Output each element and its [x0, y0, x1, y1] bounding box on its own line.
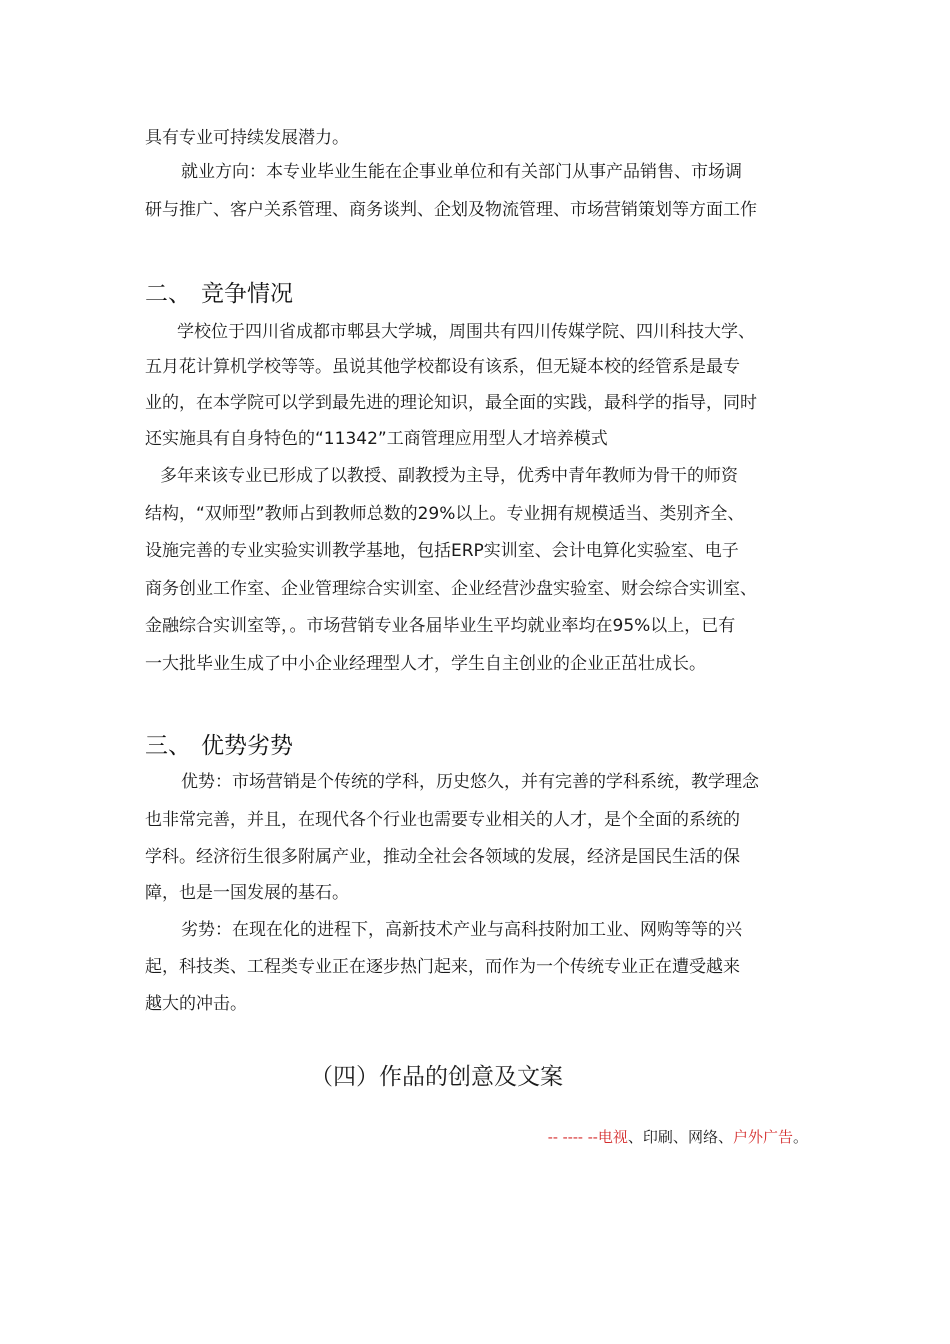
section2-line-3: 业的，在本学院可以学到最先进的理论知识，最全面的实践，最科学的指导，同时: [145, 393, 757, 413]
section3-line-1: 优势：市场营销是个传统的学科，历史悠久，并有完善的学科系统，教学理念: [181, 772, 759, 792]
section3-line-6: 起，科技类、工程类专业正在逐步热门起来，而作为一个传统专业正在遭受越来: [145, 957, 740, 977]
section2-line-5: 多年来该专业已形成了以教授、副教授为主导，优秀中青年教师为骨干的师资: [160, 466, 738, 486]
media-item-outdoor: 户外广告: [732, 1128, 793, 1146]
media-separator: 、: [717, 1128, 733, 1146]
intro-line-1: 具有专业可持续发展潜力。: [145, 128, 349, 148]
section3-line-5: 劣势：在现在化的进程下，高新技术产业与高科技附加工业、网购等等的兴: [181, 920, 742, 940]
section3-line-7: 越大的冲击。: [145, 994, 247, 1014]
section3-title: 优势劣势: [201, 733, 293, 759]
media-separator: 、: [672, 1128, 688, 1146]
section2-line-6: 结构，“双师型”教师占到教师总数的29%以上。专业拥有规模适当、类别齐全、: [145, 504, 745, 524]
media-list-line: [548, 1126, 808, 1148]
media-end: 。: [792, 1128, 808, 1146]
section3-line-3: 学科。经济衍生很多附属产业，推动全社会各领域的发展，经济是国民生活的保: [145, 847, 740, 867]
section2-line-7: 设施完善的专业实验实训教学基地，包括ERP实训室、会计电算化实验室、电子: [145, 541, 739, 561]
intro-line-3: 研与推广、客户关系管理、商务谈判、企划及物流管理、市场营销策划等方面工作: [145, 200, 757, 220]
media-item-tv: 电视: [597, 1128, 628, 1146]
section2-line-9: 金融综合实训室等，。市场营销专业各届毕业生平均就业率均在95%以上，已有: [145, 616, 736, 636]
media-item-print: 印刷: [642, 1128, 673, 1146]
media-separator: 、: [627, 1128, 643, 1146]
section3-number: 三、: [145, 733, 191, 759]
section3-heading: [145, 731, 293, 761]
section2-line-4: 还实施具有自身特色的“11342”工商管理应用型人才培养模式: [145, 429, 608, 449]
section2-title: 竞争情况: [201, 281, 293, 307]
section3-line-4: 障，也是一国发展的基石。: [145, 883, 349, 903]
media-item-network: 网络: [687, 1128, 718, 1146]
intro-line-2: 就业方向：本专业毕业生能在企事业单位和有关部门从事产品销售、市场调: [181, 162, 742, 182]
section2-line-2: 五月花计算机学校等等。虽说其他学校都设有该系，但无疑本校的经管系是最专: [145, 357, 740, 377]
section3-line-2: 也非常完善，并且，在现代各个行业也需要专业相关的人才，是个全面的系统的: [145, 810, 740, 830]
section2-heading: [145, 279, 293, 309]
section2-line-10: 一大批毕业生成了中小企业经理型人才，学生自主创业的企业正茁壮成长。: [145, 654, 706, 674]
media-dash: -- ---- --: [547, 1128, 598, 1146]
section4-title: （四）作品的创意及文案: [310, 1064, 563, 1090]
section2-number: 二、: [145, 281, 191, 307]
section2-line-1: 学校位于四川省成都市郫县大学城，周围共有四川传媒学院、四川科技大学、: [177, 322, 755, 342]
section2-line-8: 商务创业工作室、企业管理综合实训室、企业经营沙盘实验室、财会综合实训室、: [145, 579, 757, 599]
